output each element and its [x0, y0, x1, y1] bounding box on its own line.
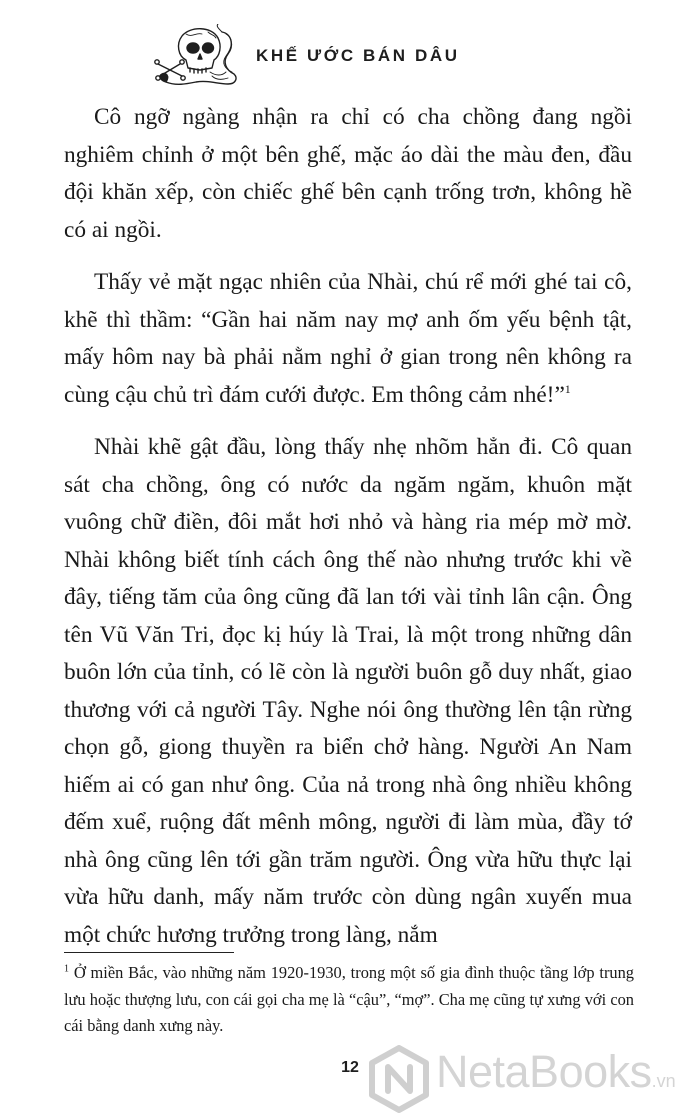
paragraph — [64, 264, 632, 414]
paragraph-text: Cô ngỡ ngàng nhận ra chỉ có cha chồng đang ngồi nghiêm chỉnh ở một bên ghế, mặc áo dài the màu đen, đầu đội khăn xếp, còn chiếc ghế bên cạnh trống trơn, không hề có ai ngồi. — [64, 104, 632, 243]
footnote — [64, 960, 634, 1040]
footnote-divider — [64, 952, 234, 953]
paragraph — [64, 429, 632, 954]
paragraph — [64, 99, 632, 249]
footnote-reference[interactable]: 1 — [564, 381, 571, 396]
watermark-brand: NetaBooks — [436, 1046, 652, 1097]
page-number: 12 — [341, 1059, 359, 1076]
paragraph-text: Nhài khẽ gật đầu, lòng thấy nhẹ nhõm hẳn đi. Cô quan sát cha chồng, ông có nước da ngăm ngăm, khuôn mặt vuông chữ điền, đôi mắt hơi nhỏ và hàng ria mép mờ mờ. Nhài không biết tính cách ông thế nào nhưng trước khi về đây, tiếng tăm của ông cũng đã lan tới vài tỉnh lân cận. Ông tên Vũ Văn Tri, đọc kị húy là Trai, là một trong những dân buôn lớn của tỉnh, có lẽ còn là người buôn gỗ duy nhất, giao thương với cả người Tây. Nghe nói ông thường lên tận rừng chọn gỗ, giong thuyền ra biển chở hàng. Người An Nam hiếm ai có gan như ông. Của nả trong nhà ông nhiều không đếm xuể, ruộng đất mênh mông, người đi làm mùa, đầy tớ nhà ông cũng lên tới gần trăm người. Ông vừa hữu thực lại vừa hữu danh, mấy năm trước còn dùng ngân xuyến mua một chức hương trưởng trong làng, nắm — [64, 434, 632, 948]
footnote-text: Ở miền Bắc, vào những năm 1920-1930, trong một số gia đình thuộc tầng lớp trung lưu hoặc thượng lưu, con cái gọi cha mẹ là “cậu”, “mợ”. Cha mẹ cũng tự xưng với con cái bằng danh xưng này. — [64, 963, 634, 1035]
page-header — [152, 24, 552, 94]
running-title: KHẾ ƯỚC BÁN DÂU — [256, 46, 460, 65]
watermark-text — [436, 1046, 676, 1098]
skull-and-snake-emblem-icon — [152, 24, 242, 92]
body-text — [64, 99, 632, 969]
watermark-suffix: .vn — [651, 1071, 676, 1091]
netabooks-hexagon-logo-icon — [368, 1045, 430, 1113]
footnote-marker: 1 — [64, 963, 69, 975]
watermark — [368, 1043, 698, 1115]
paragraph-text: Thấy vẻ mặt ngạc nhiên của Nhài, chú rể mới ghé tai cô, khẽ thì thầm: “Gần hai năm nay mợ anh ốm yếu bệnh tật, mấy hôm nay bà phải nằm nghỉ ở gian trong nên không ra cùng cậu chủ trì đám cưới được. Em thông cảm nhé!” — [64, 269, 632, 408]
